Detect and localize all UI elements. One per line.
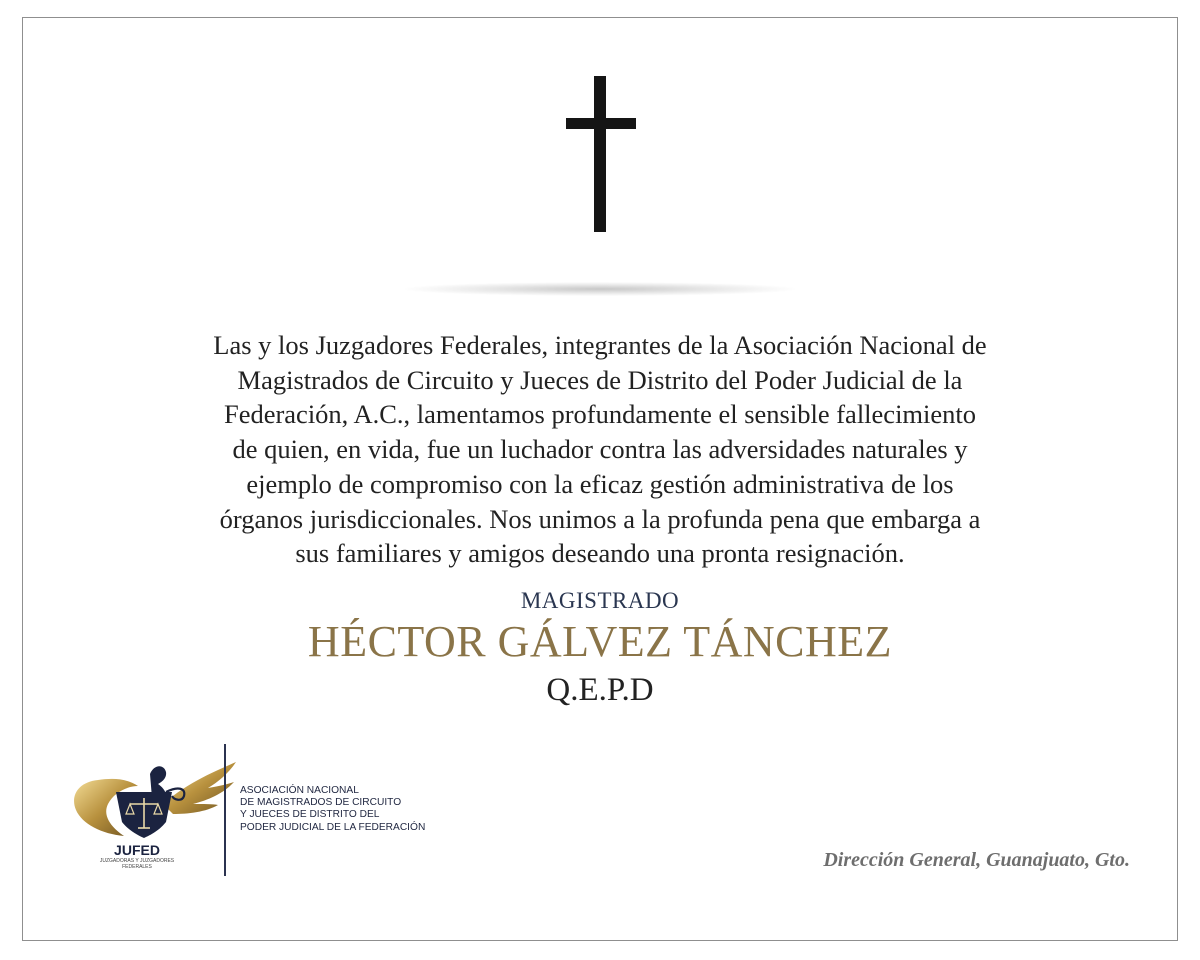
message-line: sus familiares y amigos deseando una pronta resignación. — [295, 538, 905, 569]
cross-icon — [566, 76, 636, 234]
logo-divider — [224, 744, 226, 876]
association-name — [240, 785, 500, 834]
message-line: órganos jurisdiccionales. Nos unimos a la profunda pena que embarga a — [219, 503, 981, 534]
association-line: ASOCIACIÓN NACIONAL — [240, 785, 359, 796]
message-line: de quien, en vida, fue un luchador contra las adversidades naturales y — [232, 434, 968, 465]
footer-location: Dirección General, Guanajuato, Gto. — [823, 849, 1130, 871]
message-line: Magistrados de Circuito y Jueces de Distrito del Poder Judicial de la — [237, 364, 963, 395]
logo-acronym: JUFED — [114, 842, 160, 858]
condolence-message — [140, 328, 1060, 571]
message-line: ejemplo de compromiso con la eficaz gestión administrativa de los — [246, 468, 954, 499]
association-line: Y JUECES DE DISTRITO DEL — [240, 809, 380, 821]
divider-shadow — [405, 282, 795, 296]
message-line: Federación, A.C., lamentamos profundamente el sensible fallecimiento — [223, 399, 977, 430]
deceased-title: MAGISTRADO — [520, 588, 680, 613]
association-line: DE MAGISTRADOS DE CIRCUITO — [240, 797, 402, 809]
logo-subtitle: JUZGADORAS Y JUZGADORES FEDERALES — [99, 858, 175, 870]
qepd-text: Q.E.P.D — [546, 672, 654, 708]
deceased-name: HÉCTOR GÁLVEZ TÁNCHEZ — [307, 617, 893, 666]
association-line: PODER JUDICIAL DE LA FEDERACIÓN — [240, 821, 426, 833]
message-line: Las y los Juzgadores Federales, integrantes de la Asociación Nacional de — [213, 330, 987, 360]
